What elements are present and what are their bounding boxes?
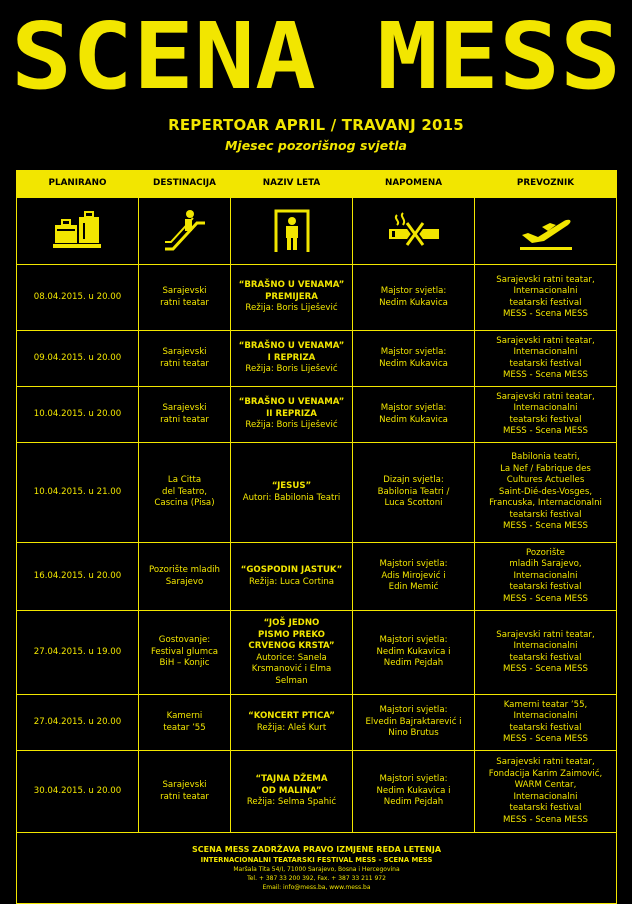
note-cell: [353, 611, 475, 695]
schedule-table: [16, 170, 617, 904]
column-header: NAZIV LETA: [231, 171, 353, 198]
footer-notice: SCENA MESS ZADRŽAVA PRAVO IZMJENE REDA LETENJA: [191, 844, 442, 854]
carrier-cell-line: Internacionalni: [513, 711, 578, 721]
carrier-cell: [475, 387, 617, 443]
carrier-cell-line: MESS - Scena MESS: [503, 734, 588, 744]
date-cell: 10.04.2015. u 21.00: [17, 443, 139, 543]
column-header: DESTINACIJA: [139, 171, 231, 198]
column-header: PLANIRANO: [17, 171, 139, 198]
show-title-line: “JESUS”: [271, 481, 312, 491]
note-cell-line: Luca Scottoni: [384, 498, 443, 509]
show-cell: [231, 695, 353, 751]
show-title-line: “JOŠ JEDNO: [263, 618, 320, 628]
airplane-departure-icon: [518, 211, 574, 251]
carrier-cell-line: Babilonia teatri,: [511, 452, 580, 463]
note-cell: [353, 387, 475, 443]
carrier-cell-line: La Nef / Fabrique des: [500, 463, 591, 474]
carrier-cell-line: teatarski festival: [509, 297, 582, 308]
carrier-cell-line: Saint-Dié-des-Vosges,: [498, 486, 593, 497]
carrier-cell-line: teatarski festival: [509, 652, 582, 663]
table-row: [17, 443, 617, 543]
carrier-cell-line: Sarajevski ratni teatar,: [496, 391, 595, 402]
show-credit-line: Selman: [275, 675, 308, 686]
table-row: [17, 543, 617, 611]
note-cell: [353, 265, 475, 331]
header-row: [17, 171, 617, 198]
column-header: NAPOMENA: [353, 171, 475, 198]
show-title-line: OD MALINA”: [261, 785, 322, 796]
carrier-cell-line: teatarski festival: [509, 722, 582, 733]
note-cell-line: Elvedin Bajraktarević i: [365, 716, 462, 727]
note-cell: [353, 695, 475, 751]
note-cell: [353, 331, 475, 387]
destination-cell: [139, 387, 231, 443]
show-credit-line: Režija: Selma Spahić: [246, 797, 337, 808]
carrier-cell-line: Francuska, Internacionalni: [489, 498, 602, 509]
date-cell: 10.04.2015. u 20.00: [17, 387, 139, 443]
destination-cell-line: ratni teatar: [160, 414, 209, 425]
note-cell-line: Edin Memić: [388, 582, 439, 593]
luggage-icon: [53, 211, 103, 251]
carrier-cell-line: mladih Sarajevo,: [509, 559, 582, 570]
show-cell: [231, 265, 353, 331]
note-cell: [353, 443, 475, 543]
show-credit-line: Krsmanović i Elma: [251, 664, 332, 674]
table-row: [17, 387, 617, 443]
carrier-cell-line: Sarajevski ratni teatar,: [496, 757, 595, 767]
carrier-cell-line: MESS - Scena MESS: [503, 521, 588, 532]
carrier-cell-line: Internacionalni: [513, 570, 578, 581]
table-row: [17, 695, 617, 751]
date-cell: 16.04.2015. u 20.00: [17, 543, 139, 611]
column-header: PREVOZNIK: [475, 171, 617, 198]
note-cell-line: Nedim Pejdah: [383, 658, 444, 669]
note-cell-line: Nedim Pejdah: [383, 797, 444, 808]
carrier-cell-line: WARM Centar,: [514, 780, 577, 790]
note-cell-line: Nedim Kukavica i: [376, 646, 451, 657]
carrier-cell-line: teatarski festival: [509, 803, 582, 813]
carrier-cell-line: Internacionalni: [513, 286, 578, 296]
show-credit-line: Režija: Luca Cortina: [248, 576, 335, 587]
date-cell: 30.04.2015. u 20.00: [17, 751, 139, 833]
destination-cell-line: Pozorište mladih: [148, 565, 220, 575]
header: [0, 116, 632, 153]
note-cell-line: Majstor svjetla:: [380, 286, 447, 296]
carrier-cell-line: Sarajevski ratni teatar,: [496, 335, 595, 346]
footer-address: Maršala Tita 54/I, 71000 Sarajevo, Bosna i Hercegovina: [233, 865, 400, 873]
show-title-line: PREMIJERA: [265, 291, 318, 302]
page-subtitle: Mjesec pozorišnog svjetla: [224, 138, 407, 153]
carrier-cell: [475, 695, 617, 751]
note-cell-line: Nedim Kukavica: [379, 297, 448, 308]
show-credit-line: Režija: Boris Liješević: [245, 303, 338, 314]
footer-org: INTERNACIONALNI TEATARSKI FESTIVAL MESS - SCENA MESS: [200, 855, 433, 864]
show-title-line: “GOSPODIN JASTUK”: [240, 565, 343, 575]
destination-cell-line: Sarajevski: [162, 403, 207, 413]
scena-mess-logo: [0, 10, 632, 100]
destination-cell: [139, 443, 231, 543]
logo-text: SCENA MESS: [11, 10, 621, 100]
show-credit-line: Režija: Aleš Kurt: [256, 722, 327, 733]
note-cell-line: Majstori svjetla:: [379, 559, 448, 570]
note-cell-line: Majstori svjetla:: [379, 705, 448, 716]
date-cell: 27.04.2015. u 20.00: [17, 695, 139, 751]
note-cell-line: Majstori svjetla:: [379, 774, 448, 785]
destination-cell-line: Sarajevski: [162, 286, 207, 296]
show-cell: [231, 543, 353, 611]
show-title-line: “KONCERT PTICA”: [248, 711, 335, 721]
carrier-cell-line: Internacionalni: [513, 347, 578, 357]
carrier-cell-line: Internacionalni: [513, 403, 578, 413]
destination-cell-line: Cascina (Pisa): [154, 498, 215, 509]
destination-cell-line: ratni teatar: [160, 791, 209, 802]
destination-cell-line: Sarajevski: [162, 780, 207, 790]
note-cell-line: Nedim Kukavica: [379, 358, 448, 369]
carrier-cell: [475, 543, 617, 611]
note-cell-line: Nino Brutus: [388, 728, 439, 739]
destination-cell-line: Gostovanje:: [158, 635, 211, 646]
carrier-cell-line: MESS - Scena MESS: [503, 593, 588, 604]
destination-cell-line: La Citta: [167, 475, 202, 486]
footer-phone: Tel. + 387 33 200 392, Fax. + 387 33 211 972: [247, 874, 386, 882]
destination-cell-line: Kamerni: [166, 711, 203, 721]
carrier-cell-line: teatarski festival: [509, 582, 582, 593]
show-title-line: “TAJNA DŽEMA: [255, 774, 328, 785]
show-title-line: “BRAŠNO U VENAMA”: [238, 341, 345, 352]
note-cell-line: Adis Mirojević i: [381, 570, 446, 581]
icon-row: [17, 198, 617, 265]
destination-cell: [139, 543, 231, 611]
carrier-cell-line: Pozorište: [526, 547, 565, 558]
carrier-cell: [475, 443, 617, 543]
footer-row: [17, 833, 617, 904]
carrier-cell-line: Cultures Actuelles: [506, 475, 585, 486]
carrier-cell-line: Internacionalni: [513, 791, 578, 802]
carrier-cell: [475, 611, 617, 695]
destination-cell-line: Festival glumca: [150, 646, 219, 657]
note-cell-line: Dizajn svjetla:: [383, 475, 444, 486]
table-row: [17, 751, 617, 833]
carrier-cell-line: MESS - Scena MESS: [503, 309, 588, 319]
page-title: REPERTOAR APRIL / TRAVANJ 2015: [168, 116, 464, 134]
carrier-cell-line: Internacionalni: [513, 641, 578, 651]
date-cell: 08.04.2015. u 20.00: [17, 265, 139, 331]
show-cell: [231, 611, 353, 695]
date-cell: 27.04.2015. u 19.00: [17, 611, 139, 695]
carrier-cell-line: MESS - Scena MESS: [503, 664, 588, 674]
show-cell: [231, 443, 353, 543]
footer-contact: Email: info@mess.ba, www.mess.ba: [262, 883, 371, 891]
carrier-cell-line: Sarajevski ratni teatar,: [496, 629, 595, 640]
note-cell-line: Nedim Kukavica: [379, 414, 448, 425]
show-credit-line: Režija: Boris Liješević: [245, 364, 338, 375]
table-row: [17, 611, 617, 695]
carrier-cell-line: teatarski festival: [509, 358, 582, 369]
carrier-cell-line: MESS - Scena MESS: [503, 426, 588, 436]
note-cell-line: Majstor svjetla:: [380, 403, 447, 413]
note-cell: [353, 543, 475, 611]
destination-cell-line: Sarajevo: [165, 576, 204, 587]
destination-cell-line: del Teatro,: [162, 486, 207, 497]
date-cell: 09.04.2015. u 20.00: [17, 331, 139, 387]
security-gate-icon: [274, 209, 310, 253]
destination-cell-line: teatar ’55: [163, 722, 206, 733]
show-cell: [231, 751, 353, 833]
destination-cell-line: ratni teatar: [160, 358, 209, 369]
destination-cell: [139, 331, 231, 387]
carrier-cell-line: Sarajevski ratni teatar,: [496, 274, 595, 285]
note-cell: [353, 751, 475, 833]
table-row: [17, 331, 617, 387]
note-cell-line: Majstori svjetla:: [379, 635, 448, 646]
show-credit-line: Autorice: Sanela: [256, 652, 327, 663]
carrier-cell: [475, 751, 617, 833]
show-credit-line: Režija: Boris Liješević: [245, 420, 338, 431]
show-title-line: CRVENOG KRSTA”: [248, 641, 335, 651]
table-row: [17, 265, 617, 331]
destination-cell-line: BiH – Konjic: [159, 658, 210, 669]
destination-cell: [139, 695, 231, 751]
no-smoking-icon: [387, 211, 441, 251]
show-title-line: “BRAŠNO U VENAMA”: [238, 280, 345, 291]
carrier-cell-line: MESS - Scena MESS: [503, 814, 588, 825]
destination-cell: [139, 751, 231, 833]
carrier-cell-line: teatarski festival: [509, 414, 582, 425]
destination-cell-line: Sarajevski: [162, 347, 207, 357]
carrier-cell-line: Fondacija Karim Zaimović,: [488, 768, 603, 779]
destination-cell: [139, 265, 231, 331]
show-cell: [231, 387, 353, 443]
show-title-line: I REPRIZA: [267, 352, 316, 363]
carrier-cell: [475, 265, 617, 331]
carrier-cell-line: teatarski festival: [509, 509, 582, 520]
carrier-cell-line: Kamerni teatar ’55,: [503, 699, 588, 710]
carrier-cell: [475, 331, 617, 387]
show-title-line: “BRAŠNO U VENAMA”: [238, 397, 345, 408]
show-title-line: PISMO PREKO: [258, 629, 325, 640]
show-cell: [231, 331, 353, 387]
destination-cell: [139, 611, 231, 695]
show-credit-line: Autori: Babilonia Teatri: [242, 492, 341, 503]
note-cell-line: Babilonia Teatri /: [377, 486, 450, 497]
note-cell-line: Majstor svjetla:: [380, 347, 447, 357]
note-cell-line: Nedim Kukavica i: [376, 785, 451, 796]
carrier-cell-line: MESS - Scena MESS: [503, 370, 588, 380]
escalator-icon: [163, 209, 207, 253]
destination-cell-line: ratni teatar: [160, 297, 209, 308]
show-title-line: II REPRIZA: [266, 408, 317, 419]
